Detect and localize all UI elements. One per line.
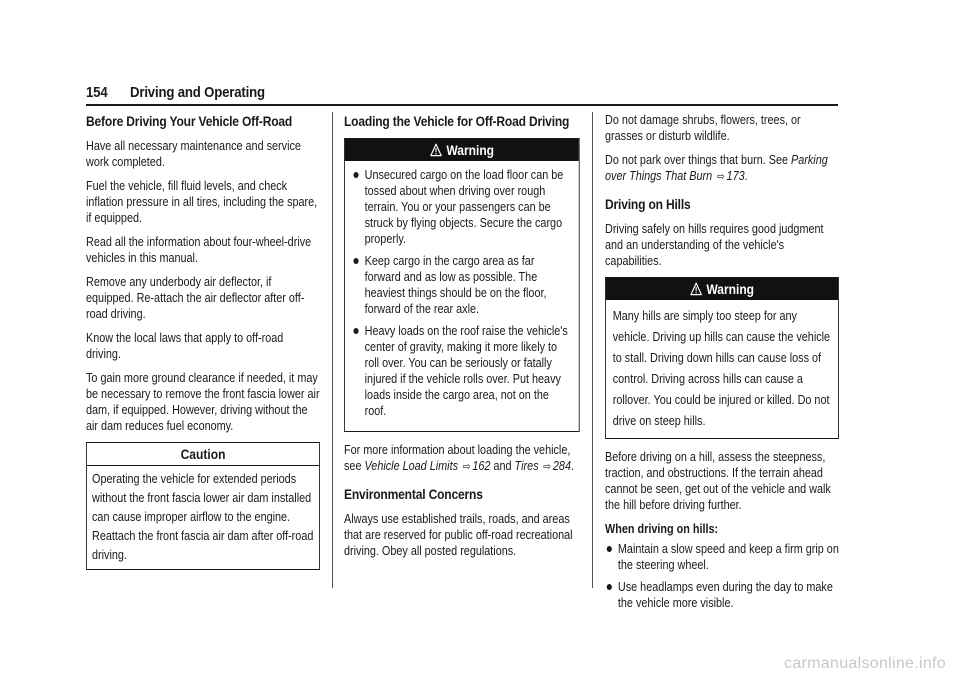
column-divider-1: [332, 112, 333, 588]
page-number: 154: [86, 84, 108, 101]
page-reference-icon: ⇨: [543, 461, 552, 473]
heading-driving-on-hills: Driving on Hills: [605, 196, 691, 212]
paragraph: Know the local laws that apply to off-road driving.: [86, 331, 284, 361]
warning-header: [606, 278, 838, 300]
paragraph: Before driving on a hill, assess the steepness, traction, and obstructions. If the terrain ahead cannot be seen, get out of the vehicle and walk the hill before driving further.: [605, 450, 831, 512]
warning-triangle-icon: [690, 282, 702, 296]
paragraph: To gain more ground clearance if needed, it may be necessary to remove the front fascia lower air dam, if equipped. However, driving without the air dam reduces fuel economy.: [86, 371, 320, 433]
heading-environmental: Environmental Concerns: [344, 486, 483, 502]
heading-before-driving: Before Driving Your Vehicle Off-Road: [86, 113, 293, 129]
warning-triangle-icon: [430, 143, 442, 157]
list-item: Unsecured cargo on the load floor can be tossed about when driving over rough terrain. You or your passengers can be struck by flying objects. Secure the cargo properly.: [352, 167, 573, 247]
paragraph: Fuel the vehicle, fill fluid levels, and check inflation pressure in all tires, including the spare, if equipped.: [86, 179, 318, 225]
header-rule: [86, 104, 838, 106]
sub-heading: When driving on hills:: [605, 522, 719, 536]
caution-box: [86, 442, 320, 570]
caution-title: Caution: [87, 443, 319, 466]
paragraph: Always use established trails, roads, and areas that are reserved for public off-road recreational driving. Obey all posted regulations.: [344, 512, 573, 558]
page-ref[interactable]: 162: [472, 459, 491, 473]
warning-body: [345, 161, 579, 431]
paragraph-park: Do not park over things that burn. See Parking over Things That Burn ⇨ 173.: [605, 153, 828, 183]
warning-text: Many hills are simply too steep for any vehicle. Driving up hills can cause the vehicle to stall. Driving down hills can cause loss of control. Driving across hills can cause a rollover. You could be injured or killed. Do not drive on steep hills.: [612, 309, 831, 428]
caution-text: Operating the vehicle for extended periods without the front fascia lower air dam installed can cause improper airflow to the engine. Reattach the front fascia air dam after off-road driving.: [92, 472, 314, 562]
list-item: Use headlamps even during the day to make the vehicle more visible.: [605, 579, 839, 611]
page-reference-icon: ⇨: [716, 171, 725, 183]
paragraph: Driving safely on hills requires good judgment and an understanding of the vehicle's capabilities.: [605, 222, 824, 268]
more-info-paragraph: For more information about loading the vehicle, see Vehicle Load Limits ⇨ 162 and Tires ⇨ 284.: [344, 443, 574, 473]
heading-loading-vehicle: Loading the Vehicle for Off-Road Driving: [344, 113, 570, 129]
list-item: Maintain a slow speed and keep a firm grip on the steering wheel.: [605, 541, 839, 573]
list-item: Keep cargo in the cargo area as far forward and as low as possible. The heaviest things should be on the floor, forward of the rear axle.: [352, 253, 573, 317]
paragraph: Do not damage shrubs, flowers, trees, or grasses or disturb wildlife.: [605, 113, 801, 143]
link-vehicle-load-limits[interactable]: Vehicle Load Limits: [364, 459, 459, 473]
watermark: carmanualsonline.info: [784, 655, 946, 672]
column-1: [86, 112, 320, 570]
warning-header: [345, 139, 579, 161]
page-header: [86, 84, 284, 101]
paragraph: Have all necessary maintenance and service work completed.: [86, 139, 301, 169]
page-ref[interactable]: 173: [726, 169, 745, 183]
warning-body: [606, 300, 838, 438]
link-parking-over-things[interactable]: Parking over Things That Burn: [605, 153, 828, 183]
warning-title: Warning: [706, 281, 755, 297]
list-item: Heavy loads on the roof raise the vehicle's center of gravity, making it more likely to roll over. You can be seriously or fatally injured if the vehicle rolls over. Put heavy loads inside the cargo area, not on the roof.: [352, 323, 573, 419]
link-tires[interactable]: Tires: [514, 459, 539, 473]
warning-title: Warning: [446, 142, 495, 158]
section-title: Driving and Operating: [130, 84, 266, 101]
page-reference-icon: ⇨: [462, 461, 471, 473]
warning-box-hills: [605, 277, 839, 439]
warning-box-cargo: [344, 138, 580, 432]
column-3: [605, 112, 839, 617]
page-ref[interactable]: 284: [552, 459, 571, 473]
column-divider-2: [592, 112, 593, 588]
paragraph: Remove any underbody air deflector, if equipped. Re-attach the air deflector after off-road driving.: [86, 275, 305, 321]
column-2: [344, 112, 580, 567]
paragraph: Read all the information about four-wheel-drive vehicles in this manual.: [86, 235, 312, 265]
